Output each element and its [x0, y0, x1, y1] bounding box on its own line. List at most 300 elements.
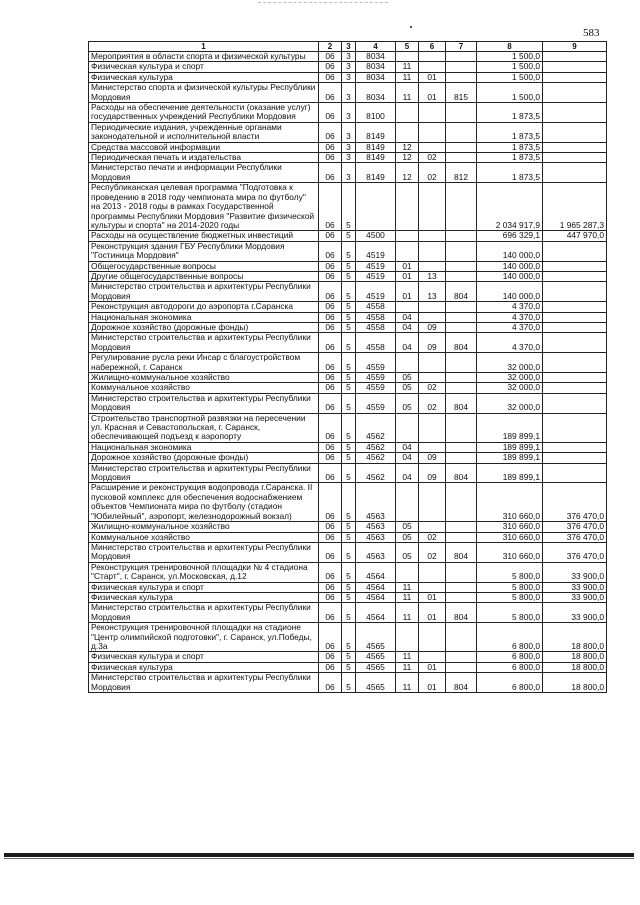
- row-amount-cell: 1 873,5: [477, 103, 543, 123]
- row-code-cell: [419, 373, 446, 383]
- row-code-cell: 8149: [356, 153, 396, 163]
- row-code-cell: 5: [342, 532, 356, 542]
- row-code-cell: 04: [396, 442, 419, 452]
- row-amount-cell: 310 660,0: [477, 522, 543, 532]
- row-amount-cell: 18 800,0: [543, 623, 607, 652]
- row-name-cell: Физическая культура и спорт: [89, 62, 319, 72]
- header-cell-4: 4: [356, 42, 396, 52]
- row-code-cell: 804: [446, 603, 477, 623]
- row-amount-cell: 4 370,0: [477, 333, 543, 353]
- row-code-cell: 11: [396, 652, 419, 662]
- scan-bottom-band: [4, 853, 634, 857]
- row-code-cell: 11: [396, 662, 419, 672]
- row-code-cell: 5: [342, 603, 356, 623]
- row-code-cell: 06: [319, 312, 342, 322]
- row-amount-cell: 6 800,0: [477, 652, 543, 662]
- row-amount-cell: 6 800,0: [477, 662, 543, 672]
- row-code-cell: [419, 442, 446, 452]
- row-code-cell: 05: [396, 373, 419, 383]
- row-code-cell: 4500: [356, 231, 396, 241]
- row-code-cell: 06: [319, 393, 342, 413]
- row-amount-cell: 1 500,0: [477, 72, 543, 82]
- row-code-cell: [446, 231, 477, 241]
- row-code-cell: 4519: [356, 282, 396, 302]
- row-name-cell: Дорожное хозяйство (дорожные фонды): [89, 322, 319, 332]
- row-code-cell: 01: [396, 271, 419, 281]
- row-code-cell: 804: [446, 333, 477, 353]
- table-row: [89, 142, 607, 152]
- row-code-cell: [396, 562, 419, 582]
- row-amount-cell: 140 000,0: [477, 271, 543, 281]
- scan-mark: [410, 26, 412, 28]
- row-name-cell: Средства массовой информации: [89, 142, 319, 152]
- row-amount-cell: 310 660,0: [477, 532, 543, 542]
- row-code-cell: 02: [419, 153, 446, 163]
- row-code-cell: 12: [396, 163, 419, 183]
- row-code-cell: 01: [419, 603, 446, 623]
- row-name-cell: Коммунальное хозяйство: [89, 383, 319, 393]
- table-row: [89, 662, 607, 672]
- row-code-cell: 01: [419, 673, 446, 693]
- row-code-cell: [446, 62, 477, 72]
- row-code-cell: 4559: [356, 393, 396, 413]
- row-code-cell: 5: [342, 582, 356, 592]
- row-name-cell: Жилищно-коммунальное хозяйство: [89, 522, 319, 532]
- row-amount-cell: 18 800,0: [543, 652, 607, 662]
- row-amount-cell: [543, 322, 607, 332]
- row-code-cell: 11: [396, 72, 419, 82]
- row-code-cell: [419, 62, 446, 72]
- row-name-cell: Расходы на обеспечение деятельности (оказание услуг) государственных учреждений Республики Мордовия: [89, 103, 319, 123]
- row-code-cell: 06: [319, 463, 342, 483]
- row-code-cell: [446, 142, 477, 152]
- row-amount-cell: [543, 353, 607, 373]
- row-code-cell: 09: [419, 463, 446, 483]
- row-code-cell: [419, 582, 446, 592]
- row-code-cell: 06: [319, 483, 342, 522]
- row-amount-cell: 376 470,0: [543, 522, 607, 532]
- row-code-cell: 06: [319, 271, 342, 281]
- row-code-cell: 8034: [356, 52, 396, 62]
- row-amount-cell: 18 800,0: [543, 673, 607, 693]
- row-code-cell: 11: [396, 603, 419, 623]
- row-amount-cell: 376 470,0: [543, 532, 607, 542]
- row-name-cell: Физическая культура: [89, 592, 319, 602]
- row-code-cell: 5: [342, 562, 356, 582]
- row-code-cell: 4519: [356, 241, 396, 261]
- row-amount-cell: 1 500,0: [477, 62, 543, 72]
- row-code-cell: 06: [319, 163, 342, 183]
- table-row: [89, 453, 607, 463]
- table-row: [89, 673, 607, 693]
- row-name-cell: Республиканская целевая программа "Подготовка к проведению в 2018 году чемпионата мира по футболу" на 2013 - 2018 годы в рамках Государственной программы Республики Мордовия "Развитие физической культуры и спорта" на 2014-2020 годы: [89, 183, 319, 231]
- row-amount-cell: 4 370,0: [477, 312, 543, 322]
- row-code-cell: 4563: [356, 483, 396, 522]
- header-cell-7: 7: [446, 42, 477, 52]
- row-code-cell: [419, 413, 446, 442]
- header-row: [89, 42, 607, 52]
- row-code-cell: [446, 562, 477, 582]
- row-code-cell: [419, 261, 446, 271]
- row-code-cell: 4558: [356, 302, 396, 312]
- row-code-cell: [396, 413, 419, 442]
- row-code-cell: 02: [419, 532, 446, 542]
- row-code-cell: 4565: [356, 652, 396, 662]
- row-code-cell: [446, 241, 477, 261]
- row-name-cell: Национальная экономика: [89, 442, 319, 452]
- header-cell-6: 6: [419, 42, 446, 52]
- row-code-cell: 4564: [356, 592, 396, 602]
- row-code-cell: 4558: [356, 322, 396, 332]
- row-code-cell: 4563: [356, 542, 396, 562]
- row-amount-cell: [543, 442, 607, 452]
- row-code-cell: 06: [319, 322, 342, 332]
- row-code-cell: 5: [342, 231, 356, 241]
- row-code-cell: 4562: [356, 453, 396, 463]
- row-amount-cell: 6 800,0: [477, 623, 543, 652]
- row-code-cell: 06: [319, 62, 342, 72]
- row-code-cell: [396, 483, 419, 522]
- row-code-cell: [419, 231, 446, 241]
- row-code-cell: [446, 532, 477, 542]
- row-code-cell: 09: [419, 322, 446, 332]
- row-amount-cell: [543, 453, 607, 463]
- row-amount-cell: [543, 153, 607, 163]
- row-code-cell: 04: [396, 333, 419, 353]
- row-code-cell: [396, 302, 419, 312]
- table-row: [89, 623, 607, 652]
- row-code-cell: 04: [396, 463, 419, 483]
- row-amount-cell: [543, 463, 607, 483]
- row-code-cell: 4563: [356, 532, 396, 542]
- row-amount-cell: [543, 142, 607, 152]
- row-name-cell: Периодические издания, учрежденные органами законодательной и исполнительной власти: [89, 122, 319, 142]
- row-code-cell: [446, 453, 477, 463]
- row-code-cell: 06: [319, 662, 342, 672]
- row-code-cell: 3: [342, 163, 356, 183]
- row-amount-cell: [543, 373, 607, 383]
- row-code-cell: 13: [419, 271, 446, 281]
- row-code-cell: 815: [446, 83, 477, 103]
- row-code-cell: 5: [342, 333, 356, 353]
- row-code-cell: [446, 183, 477, 231]
- row-code-cell: 06: [319, 582, 342, 592]
- row-code-cell: 09: [419, 333, 446, 353]
- row-amount-cell: 18 800,0: [543, 662, 607, 672]
- row-code-cell: 4564: [356, 582, 396, 592]
- table-row: [89, 603, 607, 623]
- row-name-cell: Физическая культура: [89, 72, 319, 82]
- row-code-cell: 12: [396, 153, 419, 163]
- row-code-cell: 06: [319, 183, 342, 231]
- table-row: [89, 373, 607, 383]
- row-name-cell: Физическая культура и спорт: [89, 652, 319, 662]
- row-code-cell: 804: [446, 673, 477, 693]
- row-amount-cell: [543, 62, 607, 72]
- row-amount-cell: [543, 383, 607, 393]
- row-amount-cell: [543, 333, 607, 353]
- row-name-cell: Национальная экономика: [89, 312, 319, 322]
- row-amount-cell: 189 899,1: [477, 442, 543, 452]
- row-amount-cell: 140 000,0: [477, 282, 543, 302]
- row-amount-cell: [543, 122, 607, 142]
- row-amount-cell: [543, 83, 607, 103]
- row-code-cell: 5: [342, 673, 356, 693]
- header-cell-3: 3: [342, 42, 356, 52]
- row-amount-cell: 1 500,0: [477, 52, 543, 62]
- row-code-cell: [419, 623, 446, 652]
- row-code-cell: 06: [319, 333, 342, 353]
- row-code-cell: 06: [319, 383, 342, 393]
- row-code-cell: [396, 122, 419, 142]
- row-code-cell: 06: [319, 623, 342, 652]
- row-code-cell: [446, 103, 477, 123]
- row-amount-cell: 6 800,0: [477, 673, 543, 693]
- row-code-cell: 06: [319, 453, 342, 463]
- row-amount-cell: 140 000,0: [477, 241, 543, 261]
- row-code-cell: [446, 322, 477, 332]
- row-code-cell: 01: [419, 83, 446, 103]
- header-cell-8: 8: [477, 42, 543, 52]
- row-code-cell: 4562: [356, 442, 396, 452]
- row-code-cell: 5: [342, 183, 356, 231]
- row-code-cell: 04: [396, 312, 419, 322]
- row-name-cell: Министерство строительства и архитектуры Республики Мордовия: [89, 673, 319, 693]
- scan-bottom-line: [4, 858, 634, 859]
- row-code-cell: 11: [396, 83, 419, 103]
- row-code-cell: 8149: [356, 142, 396, 152]
- row-name-cell: Министерство строительства и архитектуры Республики Мордовия: [89, 542, 319, 562]
- row-code-cell: 06: [319, 673, 342, 693]
- row-code-cell: [446, 442, 477, 452]
- table-row: [89, 52, 607, 62]
- row-code-cell: 06: [319, 413, 342, 442]
- table-row: [89, 83, 607, 103]
- row-amount-cell: 140 000,0: [477, 261, 543, 271]
- row-code-cell: [446, 312, 477, 322]
- row-amount-cell: [543, 312, 607, 322]
- table-row: [89, 532, 607, 542]
- row-name-cell: Министерство строительства и архитектуры Республики Мордовия: [89, 463, 319, 483]
- row-code-cell: [396, 241, 419, 261]
- row-code-cell: 06: [319, 442, 342, 452]
- row-code-cell: 3: [342, 103, 356, 123]
- row-code-cell: 3: [342, 142, 356, 152]
- row-code-cell: 06: [319, 282, 342, 302]
- row-name-cell: Министерство спорта и физической культуры Республики Мордовия: [89, 83, 319, 103]
- table-row: [89, 333, 607, 353]
- row-amount-cell: 4 370,0: [477, 302, 543, 312]
- row-code-cell: 5: [342, 453, 356, 463]
- row-code-cell: 06: [319, 122, 342, 142]
- row-code-cell: 06: [319, 562, 342, 582]
- row-amount-cell: 32 000,0: [477, 353, 543, 373]
- row-amount-cell: 32 000,0: [477, 393, 543, 413]
- row-code-cell: 06: [319, 302, 342, 312]
- row-name-cell: Министерство печати и информации Республики Мордовия: [89, 163, 319, 183]
- row-code-cell: 4565: [356, 673, 396, 693]
- row-code-cell: 5: [342, 522, 356, 532]
- row-code-cell: 05: [396, 393, 419, 413]
- table-row: [89, 261, 607, 271]
- row-code-cell: 8034: [356, 83, 396, 103]
- row-code-cell: [419, 52, 446, 62]
- row-code-cell: 06: [319, 603, 342, 623]
- row-amount-cell: [543, 261, 607, 271]
- row-amount-cell: [543, 282, 607, 302]
- row-code-cell: 4519: [356, 261, 396, 271]
- row-name-cell: Расширение и реконструкция водопровода г.Саранска. II пусковой комплекс для обеспечения водоснабжением объектов Чемпионата мира по футболу (стадион "Юбилейный", аэропорт, железнодорожный вокзал): [89, 483, 319, 522]
- table-row: [89, 592, 607, 602]
- row-name-cell: Другие общегосударственные вопросы: [89, 271, 319, 281]
- row-code-cell: [446, 383, 477, 393]
- table-row: [89, 122, 607, 142]
- row-amount-cell: 32 000,0: [477, 383, 543, 393]
- row-amount-cell: 696 329,1: [477, 231, 543, 241]
- row-code-cell: 11: [396, 582, 419, 592]
- row-code-cell: 4559: [356, 353, 396, 373]
- row-name-cell: Реконструкция автодороги до аэропорта г.Саранска: [89, 302, 319, 312]
- row-code-cell: 5: [342, 413, 356, 442]
- row-amount-cell: 1 965 287,3: [543, 183, 607, 231]
- row-code-cell: 4565: [356, 623, 396, 652]
- row-code-cell: 01: [419, 592, 446, 602]
- header-cell-2: 2: [319, 42, 342, 52]
- row-code-cell: 04: [396, 322, 419, 332]
- row-name-cell: Министерство строительства и архитектуры Республики Мордовия: [89, 333, 319, 353]
- row-code-cell: 02: [419, 383, 446, 393]
- row-name-cell: Физическая культура и спорт: [89, 582, 319, 592]
- table-row: [89, 103, 607, 123]
- row-code-cell: [396, 231, 419, 241]
- row-amount-cell: 33 900,0: [543, 603, 607, 623]
- row-code-cell: 5: [342, 383, 356, 393]
- row-code-cell: 5: [342, 241, 356, 261]
- row-name-cell: Расходы на осуществление бюджетных инвестиций: [89, 231, 319, 241]
- table-row: [89, 463, 607, 483]
- row-code-cell: [419, 183, 446, 231]
- row-code-cell: 11: [396, 673, 419, 693]
- row-code-cell: 01: [419, 72, 446, 82]
- table-row: [89, 522, 607, 532]
- row-amount-cell: 5 800,0: [477, 582, 543, 592]
- row-amount-cell: 189 899,1: [477, 453, 543, 463]
- row-code-cell: [446, 413, 477, 442]
- row-code-cell: [419, 302, 446, 312]
- row-name-cell: Министерство строительства и архитектуры Республики Мордовия: [89, 282, 319, 302]
- row-name-cell: Министерство строительства и архитектуры Республики Мордовия: [89, 603, 319, 623]
- row-amount-cell: 5 800,0: [477, 603, 543, 623]
- row-code-cell: [419, 353, 446, 373]
- table-row: [89, 542, 607, 562]
- row-amount-cell: 189 899,1: [477, 463, 543, 483]
- row-code-cell: 01: [396, 282, 419, 302]
- row-code-cell: [446, 153, 477, 163]
- row-code-cell: 5: [342, 483, 356, 522]
- row-code-cell: [419, 142, 446, 152]
- row-code-cell: 3: [342, 62, 356, 72]
- row-code-cell: 11: [396, 62, 419, 72]
- row-code-cell: 06: [319, 153, 342, 163]
- row-code-cell: 5: [342, 623, 356, 652]
- row-code-cell: [419, 483, 446, 522]
- row-code-cell: 3: [342, 72, 356, 82]
- row-code-cell: [419, 122, 446, 142]
- row-amount-cell: 4 370,0: [477, 322, 543, 332]
- table-row: [89, 652, 607, 662]
- row-code-cell: 5: [342, 322, 356, 332]
- row-amount-cell: 33 900,0: [543, 592, 607, 602]
- row-code-cell: 06: [319, 353, 342, 373]
- row-amount-cell: 310 660,0: [477, 542, 543, 562]
- header-cell-9: 9: [543, 42, 607, 52]
- row-amount-cell: 1 873,5: [477, 122, 543, 142]
- row-name-cell: Реконструкция тренировочной площадки № 4 стадиона "Старт", г. Саранск, ул.Московская, д.12: [89, 562, 319, 582]
- row-amount-cell: 376 470,0: [543, 542, 607, 562]
- row-amount-cell: 33 900,0: [543, 582, 607, 592]
- table-row: [89, 183, 607, 231]
- table-row: [89, 241, 607, 261]
- row-code-cell: 3: [342, 122, 356, 142]
- row-code-cell: 8149: [356, 163, 396, 183]
- row-code-cell: 06: [319, 652, 342, 662]
- row-code-cell: 5: [342, 271, 356, 281]
- row-code-cell: 5: [342, 312, 356, 322]
- row-code-cell: 5: [342, 302, 356, 312]
- row-amount-cell: [543, 271, 607, 281]
- row-code-cell: 09: [419, 453, 446, 463]
- row-code-cell: 05: [396, 383, 419, 393]
- row-name-cell: Дорожное хозяйство (дорожные фонды): [89, 453, 319, 463]
- row-amount-cell: [543, 52, 607, 62]
- table-row: [89, 442, 607, 452]
- header-cell-1: 1: [89, 42, 319, 52]
- row-amount-cell: 189 899,1: [477, 413, 543, 442]
- header-cell-5: 5: [396, 42, 419, 52]
- row-amount-cell: 5 800,0: [477, 592, 543, 602]
- row-name-cell: Реконструкция здания ГБУ Республики Мордовия "Гостиница Мордовия": [89, 241, 319, 261]
- row-name-cell: Строительство транспортной развязки на пересечении ул. Красная и Севастопольская, г. Саранск, обеспечивающей подъезд к аэропорту: [89, 413, 319, 442]
- table-row: [89, 231, 607, 241]
- row-code-cell: 8149: [356, 122, 396, 142]
- row-code-cell: 5: [342, 463, 356, 483]
- row-code-cell: 5: [342, 353, 356, 373]
- row-name-cell: Мероприятия в области спорта и физической культуры: [89, 52, 319, 62]
- row-code-cell: 804: [446, 463, 477, 483]
- row-code-cell: [419, 312, 446, 322]
- row-code-cell: 4558: [356, 312, 396, 322]
- row-code-cell: 01: [419, 662, 446, 672]
- row-code-cell: 12: [396, 142, 419, 152]
- table-row: [89, 483, 607, 522]
- row-code-cell: 05: [396, 532, 419, 542]
- row-amount-cell: [543, 302, 607, 312]
- row-code-cell: 3: [342, 52, 356, 62]
- row-amount-cell: 1 873,5: [477, 153, 543, 163]
- budget-table: [88, 41, 607, 693]
- row-code-cell: 3: [342, 153, 356, 163]
- row-code-cell: [419, 652, 446, 662]
- row-code-cell: [446, 373, 477, 383]
- row-code-cell: 4562: [356, 463, 396, 483]
- row-code-cell: 5: [342, 652, 356, 662]
- row-code-cell: 06: [319, 72, 342, 82]
- row-code-cell: 4562: [356, 413, 396, 442]
- row-code-cell: 06: [319, 241, 342, 261]
- row-code-cell: [419, 522, 446, 532]
- row-code-cell: 06: [319, 592, 342, 602]
- row-code-cell: 5: [342, 542, 356, 562]
